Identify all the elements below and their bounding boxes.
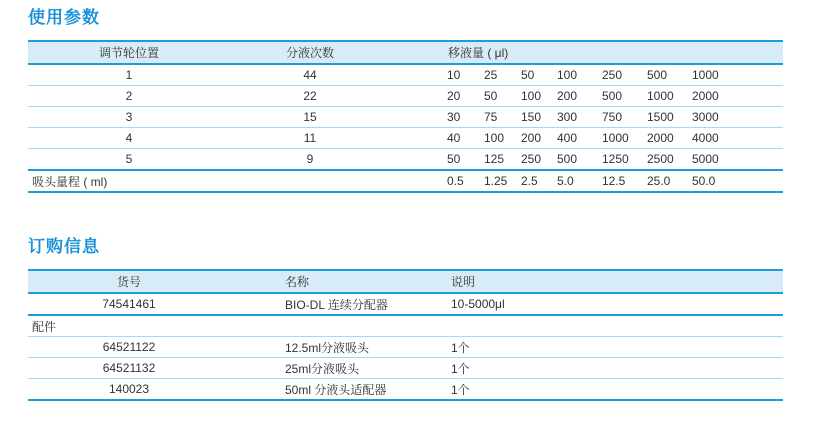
description-cell: 1个 [451,382,470,397]
volume-cell: 125 [484,152,505,166]
volume-cell: 200 [557,89,578,103]
usage-parameters-table [28,40,783,193]
volume-cell: 10 [447,68,461,82]
column-header-dispense-count: 分液次数 [285,46,334,60]
column-header-name: 名称 [285,275,310,289]
volume-cell: 2000 [647,131,674,145]
column-header-dial-position: 调节轮位置 [98,46,159,60]
tip-range-value-cell: 1.25 [484,174,508,188]
volume-cell: 30 [447,110,461,124]
tip-range-value-cell: 25.0 [647,174,671,188]
volume-cell: 1000 [602,131,629,145]
usage-parameters-title: 使用参数 [28,8,100,27]
volume-cell: 2000 [692,89,719,103]
usage-row [28,128,783,149]
dispense-count-cell: 15 [303,110,317,124]
ordering-header-row [28,270,783,293]
tip-range-value-cell: 0.5 [447,174,464,188]
volume-cell: 750 [602,110,623,124]
usage-row [28,86,783,107]
dial-position-cell: 1 [125,68,133,82]
accessories-label-cell: 配件 [32,319,57,334]
description-cell: 1个 [451,340,470,355]
volume-cell: 50 [484,89,498,103]
volume-cell: 200 [521,131,542,145]
dial-position-cell: 3 [125,110,133,124]
tip-range-value-cell: 12.5 [602,174,626,188]
product-name-cell: 25ml分液吸头 [285,361,360,376]
ordering-info-table [28,269,783,401]
volume-cell: 100 [557,68,578,82]
accessories-section-row [28,315,783,337]
dispense-count-cell: 22 [303,89,317,103]
description-cell: 10-5000μl [451,297,505,311]
dial-position-cell: 2 [125,89,133,103]
tip-range-value-cell: 5.0 [557,174,574,188]
volume-cell: 150 [521,110,542,124]
usage-row [28,149,783,171]
dispense-count-cell: 11 [303,131,317,145]
volume-cell: 50 [447,152,461,166]
description-cell: 1个 [451,361,470,376]
product-name-cell: 12.5ml分液吸头 [285,340,370,355]
volume-cell: 1000 [647,89,674,103]
tip-range-label-cell: 吸头量程 ( ml) [32,174,108,189]
dial-position-cell: 5 [125,152,133,166]
dispense-count-cell: 9 [306,152,314,166]
sku-cell: 74541461 [102,297,156,311]
tip-range-value-cell: 2.5 [521,174,538,188]
column-header-description: 说明 [451,275,476,289]
column-header-volume: 移液量 ( μl) [448,46,509,60]
volume-cell: 4000 [692,131,719,145]
product-name-cell: BIO-DL 连续分配器 [285,297,388,312]
order-row [28,293,783,315]
sku-cell: 64521122 [102,340,156,354]
volume-cell: 500 [557,152,578,166]
volume-cell: 75 [484,110,498,124]
tip-range-row [28,170,783,192]
sku-cell: 140023 [108,382,150,396]
ordering-info-title: 订购信息 [28,237,100,256]
volume-cell: 1500 [647,110,674,124]
volume-cell: 1250 [602,152,629,166]
volume-cell: 5000 [692,152,719,166]
volume-cell: 500 [602,89,623,103]
volume-cell: 1000 [692,68,719,82]
usage-row [28,107,783,128]
accessory-row [28,358,783,379]
sku-cell: 64521132 [102,361,156,375]
usage-header-row [28,41,783,64]
volume-cell: 250 [602,68,623,82]
tip-range-value-cell: 50.0 [692,174,716,188]
volume-cell: 2500 [647,152,674,166]
volume-cell: 100 [484,131,505,145]
volume-cell: 100 [521,89,542,103]
usage-row [28,64,783,86]
product-name-cell: 50ml 分液头适配器 [285,382,387,397]
volume-cell: 20 [447,89,461,103]
accessory-row [28,379,783,401]
volume-cell: 40 [447,131,461,145]
volume-cell: 500 [647,68,668,82]
volume-cell: 25 [484,68,498,82]
column-header-sku: 货号 [116,275,141,289]
volume-cell: 300 [557,110,578,124]
volume-cell: 250 [521,152,542,166]
volume-cell: 50 [521,68,535,82]
accessory-row [28,337,783,358]
volume-cell: 3000 [692,110,719,124]
volume-cell: 400 [557,131,578,145]
dispense-count-cell: 44 [303,68,317,82]
dial-position-cell: 4 [125,131,133,145]
